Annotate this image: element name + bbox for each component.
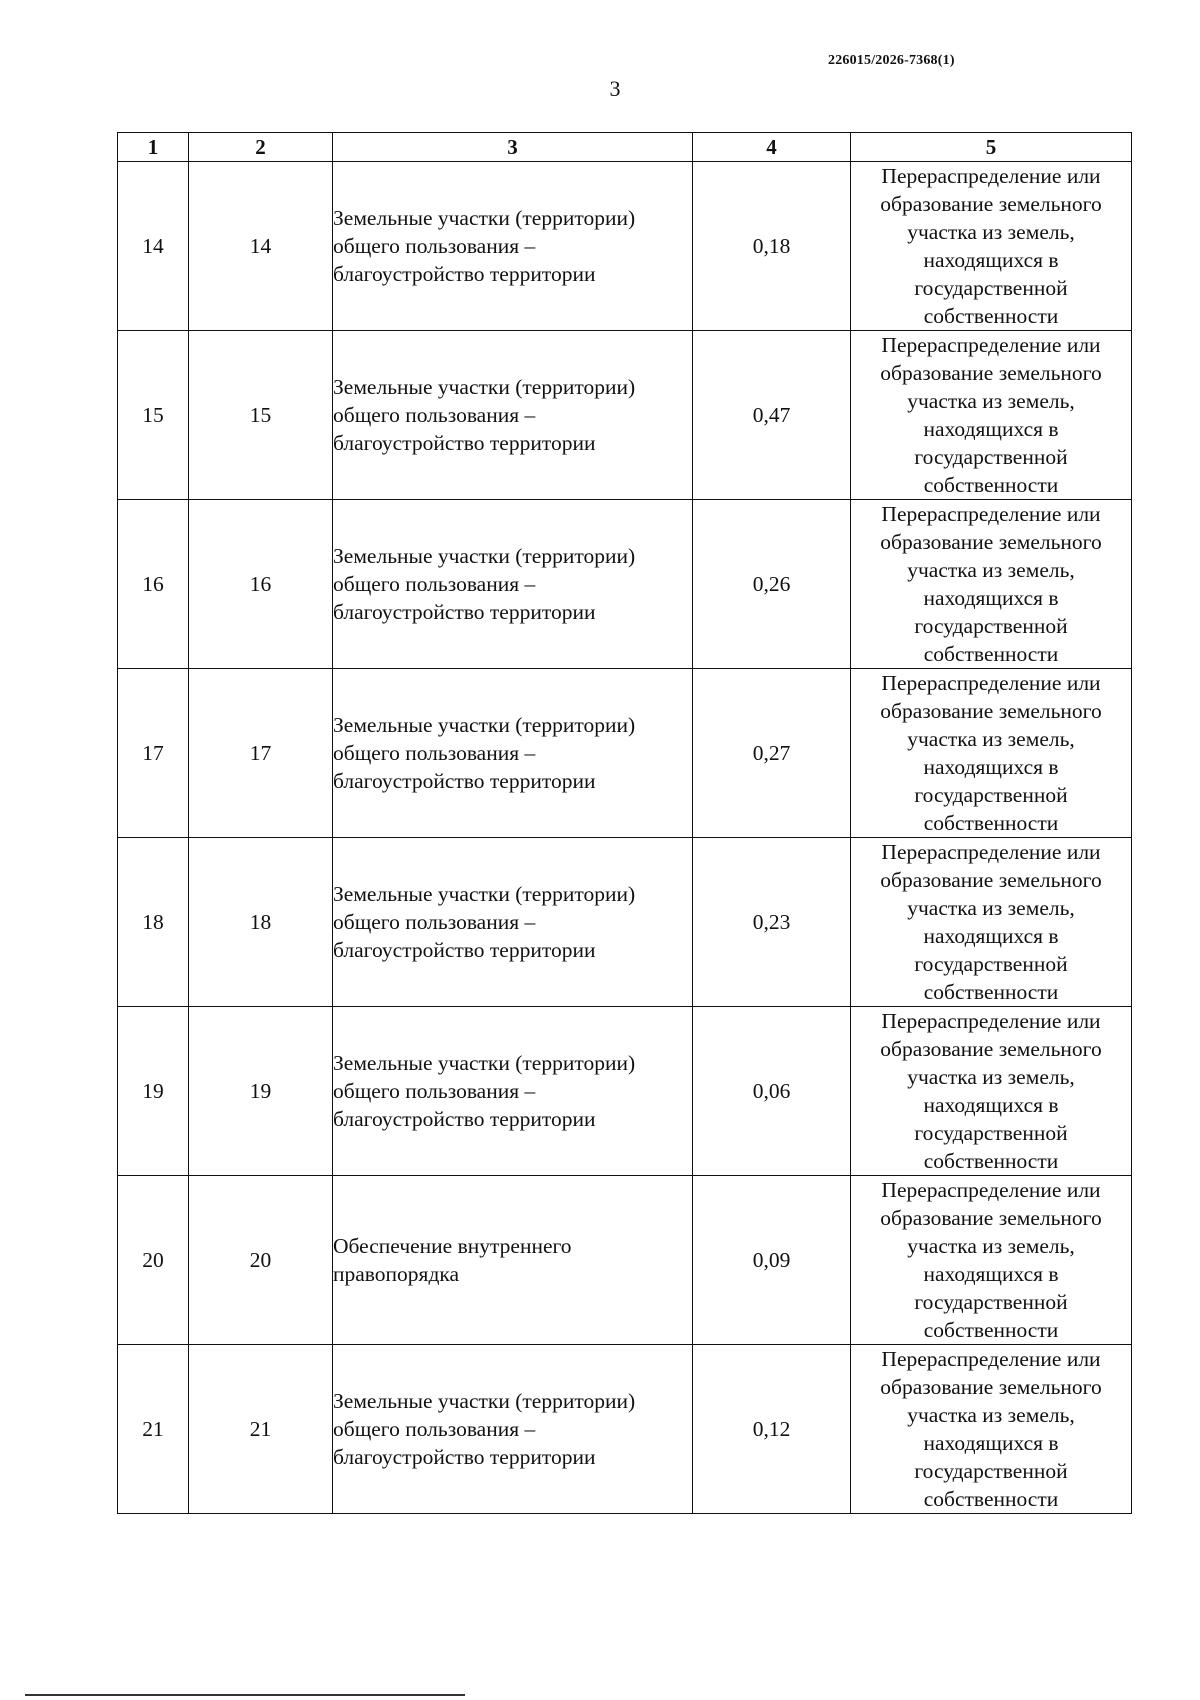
table-row [118, 500, 1132, 669]
document-code: 226015/2026-7368(1) [828, 53, 955, 68]
table-header-row [118, 133, 1132, 162]
footer-divider [25, 1694, 465, 1696]
formation-method-cell: Перераспределение или образование земельного участка из земель, находящихся в государственной собственности [851, 331, 1132, 500]
plot-number-cell: 14 [189, 162, 333, 331]
table-row [118, 162, 1132, 331]
row-number-cell: 15 [118, 331, 189, 500]
plot-area-cell: 0,18 [693, 162, 851, 331]
plot-number-cell: 16 [189, 500, 333, 669]
plot-number-cell: 18 [189, 838, 333, 1007]
plot-purpose-cell: Земельные участки (территории) общего пользования – благоустройство территории [333, 162, 693, 331]
plot-purpose-cell: Земельные участки (территории) общего пользования – благоустройство территории [333, 1345, 693, 1514]
plot-number-cell: 17 [189, 669, 333, 838]
plot-purpose-cell: Земельные участки (территории) общего пользования – благоустройство территории [333, 838, 693, 1007]
plot-purpose-cell: Земельные участки (территории) общего пользования – благоустройство территории [333, 500, 693, 669]
plot-number-cell: 19 [189, 1007, 333, 1176]
row-number-cell: 19 [118, 1007, 189, 1176]
plot-area-cell: 0,47 [693, 331, 851, 500]
plot-purpose-cell: Обеспечение внутреннего правопорядка [333, 1176, 693, 1345]
formation-method-cell: Перераспределение или образование земельного участка из земель, находящихся в государственной собственности [851, 1345, 1132, 1514]
plot-number-cell: 20 [189, 1176, 333, 1345]
column-header: 2 [189, 133, 333, 162]
row-number-cell: 16 [118, 500, 189, 669]
formation-method-cell: Перераспределение или образование земельного участка из земель, находящихся в государственной собственности [851, 1176, 1132, 1345]
row-number-cell: 18 [118, 838, 189, 1007]
plot-area-cell: 0,26 [693, 500, 851, 669]
page-number: 3 [609, 76, 621, 101]
plot-area-cell: 0,06 [693, 1007, 851, 1176]
column-header: 4 [693, 133, 851, 162]
plot-area-cell: 0,27 [693, 669, 851, 838]
plot-area-cell: 0,12 [693, 1345, 851, 1514]
formation-method-cell: Перераспределение или образование земельного участка из земель, находящихся в государственной собственности [851, 669, 1132, 838]
table-row [118, 331, 1132, 500]
column-header: 3 [333, 133, 693, 162]
column-header: 5 [851, 133, 1132, 162]
row-number-cell: 17 [118, 669, 189, 838]
plot-number-cell: 21 [189, 1345, 333, 1514]
formation-method-cell: Перераспределение или образование земельного участка из земель, находящихся в государственной собственности [851, 1007, 1132, 1176]
formation-method-cell: Перераспределение или образование земельного участка из земель, находящихся в государственной собственности [851, 500, 1132, 669]
table-row [118, 838, 1132, 1007]
formation-method-cell: Перераспределение или образование земельного участка из земель, находящихся в государственной собственности [851, 162, 1132, 331]
plot-number-cell: 15 [189, 331, 333, 500]
row-number-cell: 20 [118, 1176, 189, 1345]
row-number-cell: 14 [118, 162, 189, 331]
table-row [118, 669, 1132, 838]
plot-area-cell: 0,09 [693, 1176, 851, 1345]
plot-purpose-cell: Земельные участки (территории) общего пользования – благоустройство территории [333, 331, 693, 500]
table-row [118, 1007, 1132, 1176]
row-number-cell: 21 [118, 1345, 189, 1514]
table-row [118, 1345, 1132, 1514]
formation-method-cell: Перераспределение или образование земельного участка из земель, находящихся в государственной собственности [851, 838, 1132, 1007]
plot-purpose-cell: Земельные участки (территории) общего пользования – благоустройство территории [333, 669, 693, 838]
column-header: 1 [118, 133, 189, 162]
land-plots-table [117, 132, 1132, 1514]
plot-purpose-cell: Земельные участки (территории) общего пользования – благоустройство территории [333, 1007, 693, 1176]
table-row [118, 1176, 1132, 1345]
plot-area-cell: 0,23 [693, 838, 851, 1007]
